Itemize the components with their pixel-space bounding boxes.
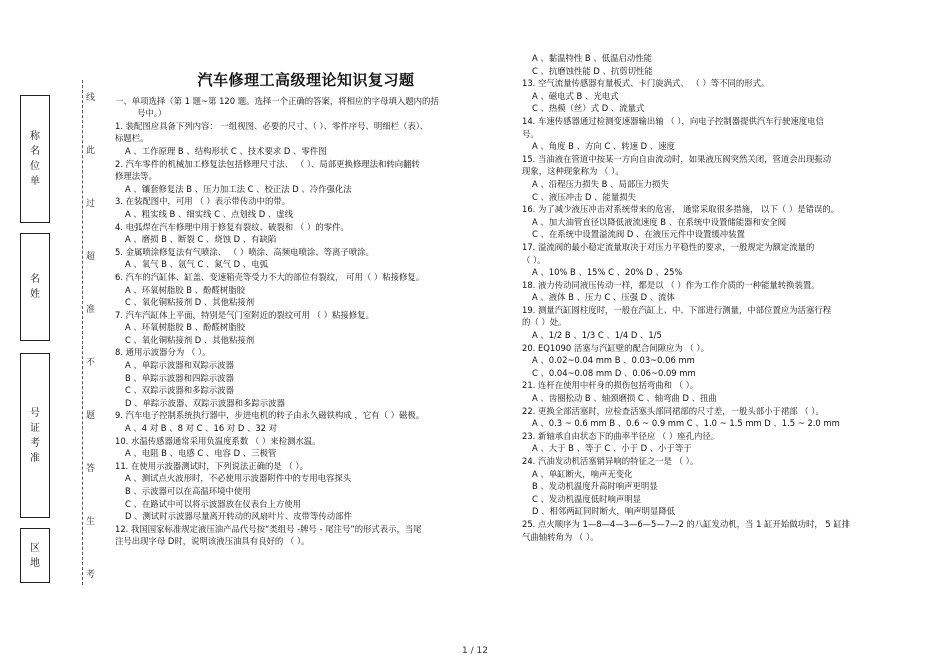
text-line: 7. 汽车汽缸体上平面，特别是气门室附近的裂纹可用 （ ）粘接修复。 bbox=[115, 309, 374, 320]
binding-char: 号 bbox=[30, 407, 40, 419]
binding-char: 称 bbox=[30, 131, 40, 142]
text-line: A 、环氧树脂胶 B 、酚醛树脂胶 bbox=[125, 284, 245, 295]
text-line: A 、镶套修复法 B 、压力加工法 C 、校正法 D 、冷作强化法 bbox=[125, 183, 352, 194]
text-line: 17. 溢流阀的最小稳定流量取决于对压力平稳性的要求，一般规定为额定流量的 bbox=[522, 241, 815, 252]
seal-char: 准 bbox=[86, 305, 96, 315]
text-line: A 、氧气 B 、氩气 C 、氮气 D 、电弧 bbox=[125, 259, 268, 270]
text-line: 18. 液力传动同液压传动一样，都是以 （ ）作为工作介质的一种能量转换装置。 bbox=[522, 279, 820, 290]
text-line: C 、液压冲击 D 、能量损失 bbox=[532, 191, 637, 202]
text-line: C 、氧化铜粘接剂 D 、其他粘接剂 bbox=[125, 297, 255, 308]
text-line: D 、相邻两缸同时断火，响声明显降低 bbox=[532, 506, 676, 517]
text-line: 标题栏。 bbox=[115, 133, 149, 144]
text-line: A 、4 对 B 、8 对 C 、16 对 D 、32 对 bbox=[125, 423, 278, 434]
text-line: 现象，这种现象称为 （ ）。 bbox=[522, 166, 624, 177]
text-line: A 、加大油管直径以降低液流速度 B 、在系统中设置储能器和安全阀 bbox=[532, 216, 786, 227]
text-line: 9. 汽车电子控制系统执行器中，步进电机的转子由永久磁铁构成 ，它有（ ）磁极。 bbox=[115, 410, 425, 421]
binding-box-unit bbox=[20, 95, 50, 223]
text-line: 气曲轴转角为 （ ）。 bbox=[522, 531, 599, 542]
seal-char: 生 bbox=[86, 517, 96, 527]
text-line: C 、在路试中可以将示波器放在仪表台上方使用 bbox=[125, 498, 302, 509]
text-line: B 、发动机温度升高时响声更明显 bbox=[532, 481, 658, 492]
text-line: D 、测试时示波器尽量离开转动的风扇叶片、皮带等传动部件 bbox=[125, 511, 352, 522]
text-line: （ ）。 bbox=[522, 254, 546, 265]
binding-box-name bbox=[20, 233, 50, 341]
text-line: 一、单项选择（第 1 题~第 120 题。选择一个正确的答案，将相应的字母填入题内的括 bbox=[115, 95, 439, 106]
text-line: 8. 通用示波器分为 （ ）。 bbox=[115, 347, 211, 358]
text-line: C 、热模（丝）式 D 、流量式 bbox=[532, 103, 645, 114]
text-line: 16. 为了减少液压冲击对系统带来的危害， 通常采取很多措施， 以下（ ）是错误的。 bbox=[522, 204, 840, 215]
binding-char: 地 bbox=[30, 557, 40, 569]
text-line: C 、氧化铜粘接剂 D 、其他粘接剂 bbox=[125, 334, 255, 345]
binding-char: 名 bbox=[30, 146, 40, 157]
text-line: A 、齿圈松动 B 、轴颈磨损 C 、轴弯曲 D 、扭曲 bbox=[532, 393, 717, 404]
text-line: 4. 电弧焊在汽车修理中用于修复有裂纹、破裂和 （ ）的零件。 bbox=[115, 221, 349, 232]
left-column bbox=[115, 52, 497, 548]
binding-char: 证 bbox=[30, 422, 40, 434]
text-line: B 、示波器可以在高温环境中使用 bbox=[125, 486, 251, 496]
binding-char: 位 bbox=[30, 161, 40, 172]
binding-char: 准 bbox=[30, 452, 40, 464]
text-line: 21. 连杆在使用中杆身的损伤包括弯曲和 （ ）。 bbox=[522, 380, 699, 391]
right-column bbox=[522, 52, 932, 543]
text-line: 注号出现字母 D时，说明该液压油具有良好的 （ ）。 bbox=[115, 536, 310, 547]
text-line: B 、单踪示波器和四踪示波器 bbox=[125, 372, 234, 383]
text-line: A 、黏温特性 B 、低温启动性能 bbox=[532, 53, 652, 63]
text-line: 号。 bbox=[522, 128, 539, 139]
text-line: 10. 水温传感器通常采用负温度系数 （ ）来检测水温。 bbox=[115, 435, 321, 446]
text-line: 20. EQ1090 活塞与汽缸壁的配合间隙应为 （ ）。 bbox=[522, 342, 709, 353]
seal-char: 过 bbox=[86, 199, 96, 209]
text-line: 11. 在使用示波器测试时，下列说法正确的是 （ ）。 bbox=[115, 460, 308, 471]
text-line: C 、双踪示波器和多踪示波器 bbox=[125, 385, 235, 396]
text-line: A 、单踪示波器和双踪示波器 bbox=[125, 360, 234, 371]
text-line: 24. 汽油发动机活塞销异响的特征之一是 （ ）。 bbox=[522, 456, 699, 466]
binding-box-region bbox=[20, 528, 50, 583]
text-line: A 、电阻 B 、电感 C 、电容 D 、三极管 bbox=[125, 448, 277, 459]
text-line: A 、角度 B 、方向 C 、转速 D 、速度 bbox=[532, 141, 675, 152]
text-line: A 、0.02~0.04 mm B 、0.03~0.06 mm bbox=[532, 355, 695, 366]
binding-char: 姓 bbox=[30, 289, 40, 300]
text-line: 1. 装配图应具备下列内容： 一组视图、必要的尺寸、（ ）、零件序号、明细栏（表）、 bbox=[115, 120, 429, 131]
text-line: A 、粗实线 B 、细实线 C 、点划线 D 、虚线 bbox=[125, 208, 294, 219]
seal-char: 线 bbox=[86, 93, 96, 103]
left-question-list bbox=[115, 95, 497, 548]
text-line: 22. 更换全部活塞时，应检查活塞头部同裙部的尺寸差，一般头部小于裙部 （ ）。 bbox=[522, 405, 824, 416]
text-line: 13. 空气流量传感器有量板式、卡门旋涡式、 （ ）等不同的形式。 bbox=[522, 78, 770, 89]
seal-char: 题 bbox=[86, 411, 96, 421]
right-question-list bbox=[522, 52, 932, 543]
text-line: 15. 当油液在管道中按某一方向自由流动时，如果液压阀突然关闭，管道会出现振动 bbox=[522, 153, 832, 164]
text-line: A 、大于 B 、等于 C 、小于 D 、小于等于 bbox=[532, 443, 692, 454]
binding-char: 区 bbox=[30, 542, 40, 554]
seal-char: 考 bbox=[86, 570, 96, 580]
binding-char: 名 bbox=[30, 274, 40, 285]
text-line: A 、液体 B 、压力 C 、压强 D 、流体 bbox=[532, 292, 675, 303]
text-line: A 、工作原理 B 、结构形状 C 、技术要求 D 、零件图 bbox=[125, 145, 327, 156]
binding-char: 单 bbox=[30, 176, 40, 187]
text-line: 3. 在装配图中，可用 （ ）表示带传动中的带。 bbox=[115, 196, 291, 207]
text-line: A 、0.3 ~ 0.6 mm B 、0.6 ~ 0.9 mm C 、1.0 ~ 1.5 mm D 、1.5 ~ 2.0 mm bbox=[532, 418, 840, 429]
text-line: 5. 金属喷涂修复法有气喷涂、 （ ）喷涂、高频电喷涂、等离子喷涂。 bbox=[115, 246, 374, 257]
text-line: C 、在系统中设置溢流阀 D 、在液压元件中设置缓冲装置 bbox=[532, 229, 745, 240]
page-number: 1 / 12 bbox=[462, 646, 488, 656]
binding-char: 考 bbox=[30, 437, 40, 449]
binding-box-id bbox=[20, 353, 50, 518]
seal-char: 此 bbox=[86, 146, 96, 156]
text-line: A 、磁电式 B 、光电式 bbox=[532, 90, 619, 101]
text-line: 6. 汽车的汽缸体、缸盖、变速箱壳等受力不大的部位有裂纹， 可用（ ）粘接修复。 bbox=[115, 271, 425, 282]
text-line: 修理法等。 bbox=[115, 171, 157, 182]
text-line: 25. 点火顺序为 1—8—4—3—6—5—7—2 的八缸发动机，当 1 缸开始做功时， 5 缸排 bbox=[522, 518, 851, 529]
binding-margin bbox=[20, 95, 76, 585]
text-line: A 、单缸断火，响声无变化 bbox=[532, 468, 633, 479]
text-line: A 、1/2 B 、1/3 C 、1/4 D 、1/5 bbox=[532, 330, 662, 341]
text-line: A 、10% B 、15% C 、20% D 、25% bbox=[532, 267, 683, 278]
text-line: C 、抗磨蚀性能 D 、抗剪切性能 bbox=[532, 65, 653, 76]
text-line: A 、沿程压力损失 B 、局部压力损失 bbox=[532, 178, 669, 189]
text-line: A 、测试点火波形时，不必使用示波器附件中的专用电容探头 bbox=[125, 473, 352, 484]
text-line: 12. 我国国家标准规定液压油产品代号按“类组号 -牌号 - 尾注号”的形式表示，当尾 bbox=[115, 523, 422, 534]
text-line: 14. 车速传感器通过检测变速器输出轴 （ ），向电子控制器提供汽车行驶速度电信 bbox=[522, 115, 824, 126]
text-line: A 、环氧树脂胶 B 、酚醛树脂胶 bbox=[125, 322, 245, 333]
text-line: C 、0.04~0.08 mm D 、0.06~0.09 mm bbox=[532, 367, 696, 378]
text-line: 19. 测量汽缸圆柱度时，一般在汽缸上、中、下部进行测量，中部位置应为活塞行程 bbox=[522, 304, 832, 315]
seal-char: 不 bbox=[86, 358, 96, 368]
text-line: 号中。） bbox=[137, 108, 167, 119]
text-line: D 、单踪示波器、双踪示波器和多踪示波器 bbox=[125, 397, 285, 408]
text-line: C 、发动机温度低时响声明显 bbox=[532, 493, 642, 504]
text-line: 的（ ）处。 bbox=[522, 317, 567, 328]
text-line: 23. 新轴承自由状态下的曲率半径应 （ ）座孔内径。 bbox=[522, 430, 720, 441]
seal-char: 答 bbox=[86, 464, 96, 474]
page-title: 汽车修理工高级理论知识复习题 bbox=[197, 71, 415, 89]
text-line: A 、磨损 B 、断裂 C 、烧蚀 D 、有缺陷 bbox=[125, 234, 277, 245]
text-line: 2. 汽车零件的机械加工修复法包括修理尺寸法、 （ ）、局部更换修理法和转向翻转 bbox=[115, 158, 420, 169]
seal-char: 超 bbox=[86, 252, 96, 262]
